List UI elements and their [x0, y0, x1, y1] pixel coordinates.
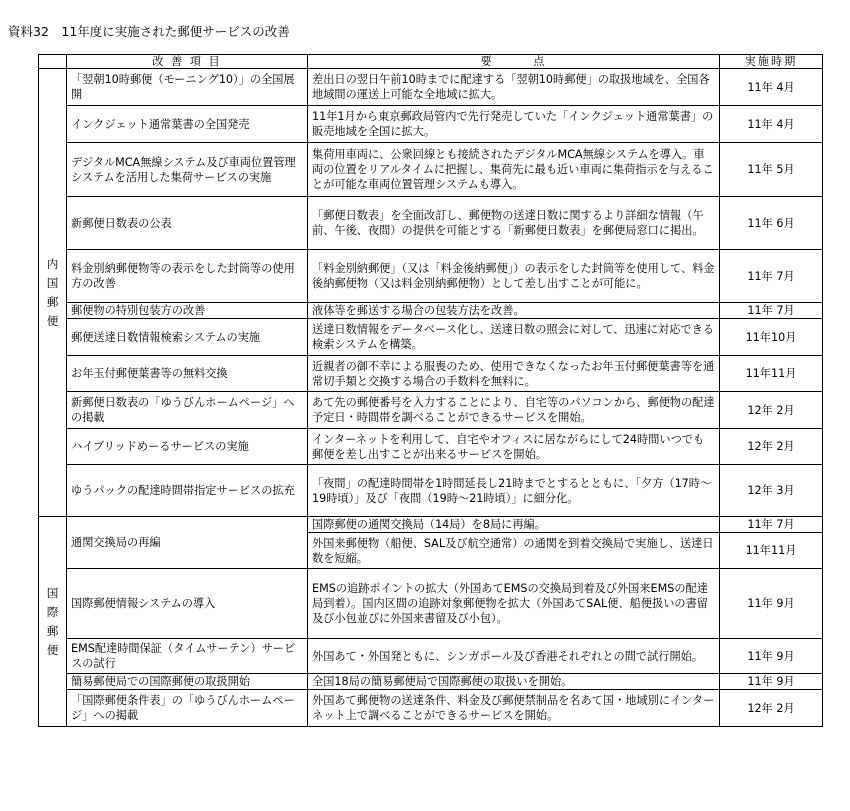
category-cell [39, 69, 67, 517]
date-cell: 11年 4月 [720, 106, 823, 143]
header-item: 改 善 項 目 [67, 55, 308, 69]
table-row [39, 69, 823, 106]
points-cell: あて先の郵便番号を入力することにより、自宅等のパソコンから、郵便物の配達予定日・時間帯を調べることができるサービスを開始。 [308, 392, 720, 429]
points-cell: 「夜間」の配達時間帯を1時間延長し21時までとするとともに、「夕方（17時～19時頃）」及び「夜間（19時～21時頃）」に細分化。 [308, 465, 720, 517]
item-cell: ゆうパックの配達時間帯指定サービスの拡充 [67, 465, 308, 517]
table-row [39, 250, 823, 303]
category-char: 国 [46, 275, 59, 290]
points-cell: 外国あて・外国発ともに、シンガポール及び香港それぞれとの間で試行開始。 [308, 639, 720, 674]
table-row [39, 674, 823, 690]
table-row [39, 517, 823, 533]
item-cell: デジタルMCA無線システム及び車両位置管理システムを活用した集荷サービスの実施 [67, 143, 308, 197]
points-cell: EMSの追跡ポイントの拡大（外国あてEMSの交換局到着及び外国来EMSの配達局到着）。国内区間の追跡対象郵便物を拡大（外国あてSAL便、船便扱いの書留及び小包並びに外国来書留及び小包）。 [308, 569, 720, 639]
item-cell: ハイブリッドめーるサービスの実施 [67, 429, 308, 465]
points-cell: インターネットを利用して、自宅やオフィスに居ながらにして24時間いつでも郵便を差し出すことが出来るサービスを開始。 [308, 429, 720, 465]
points-cell: 送達日数情報をデータベース化し、送達日数の照会に対して、迅速に対応できる検索システムを構築。 [308, 319, 720, 356]
table-row [39, 429, 823, 465]
item-cell: 料金別納郵便物等の表示をした封筒等の使用方の改善 [67, 250, 308, 303]
item-cell: 新郵便日数表の「ゆうびんホームページ」への掲載 [67, 392, 308, 429]
table-row [39, 319, 823, 356]
points-cell: 差出日の翌日午前10時までに配達する「翌朝10時郵便」の取扱地域を、全国各地域間の運送上可能な全地域に拡大。 [308, 69, 720, 106]
points-cell: 近親者の御不幸による服喪のため、使用できなくなったお年玉付郵便葉書等を通常切手類と交換する場合の手数料を無料に。 [308, 356, 720, 392]
date-cell: 12年 2月 [720, 690, 823, 727]
date-cell: 11年 7月 [720, 303, 823, 319]
table-row [39, 356, 823, 392]
item-cell: 「翌朝10時郵便（モーニング10）」の全国展開 [67, 69, 308, 106]
points-cell: 集荷用車両に、公衆回線とも接続されたデジタルMCA無線システムを導入。車両の位置をリアルタイムに把握し、集荷先に最も近い車両に集荷指示を与えることが可能な車両位置管理システムも導入。 [308, 143, 720, 197]
points-cell: 「郵便日数表」を全面改訂し、郵便物の送達日数に関するより詳細な情報（午前、午後、夜間）の提供を可能とする「新郵便日数表」を郵便局窓口に掲出。 [308, 197, 720, 250]
date-cell: 11年 9月 [720, 569, 823, 639]
date-cell: 11年11月 [720, 533, 823, 569]
item-cell: インクジェット通常葉書の全国発売 [67, 106, 308, 143]
table-row [39, 690, 823, 727]
category-char: 郵 [46, 623, 59, 638]
item-cell: EMS配達時間保証（タイムサーテン）サービスの試行 [67, 639, 308, 674]
points-cell: 「料金別納郵便」（又は「料金後納郵便」）の表示をした封筒等を使用して、料金後納郵便物（又は料金別納郵便物）として差し出すことが可能に。 [308, 250, 720, 303]
table-row [39, 303, 823, 319]
item-cell: お年玉付郵便葉書等の無料交換 [67, 356, 308, 392]
points-cell: 国際郵便の通関交換局（14局）を8局に再編。 [308, 517, 720, 533]
points-cell: 液体等を郵送する場合の包装方法を改善。 [308, 303, 720, 319]
date-cell: 11年 4月 [720, 69, 823, 106]
header-category [39, 55, 67, 69]
category-char: 内 [46, 256, 59, 271]
category-char: 際 [46, 604, 59, 619]
item-cell: 「国際郵便条件表」の「ゆうびんホームページ」への掲載 [67, 690, 308, 727]
table-row [39, 465, 823, 517]
date-cell: 11年 6月 [720, 197, 823, 250]
table-row [39, 569, 823, 639]
date-cell: 11年11月 [720, 356, 823, 392]
date-cell: 11年 9月 [720, 639, 823, 674]
date-cell: 11年 9月 [720, 674, 823, 690]
points-cell: 11年1月から東京郵政局管内で先行発売していた「インクジェット通常葉書」の販売地域を全国に拡大。 [308, 106, 720, 143]
points-cell: 外国あて郵便物の送達条件、料金及び郵便禁制品を名あて国・地域別にインターネット上で調べることができるサービスを開始。 [308, 690, 720, 727]
item-cell: 国際郵便情報システムの導入 [67, 569, 308, 639]
table-body [39, 69, 823, 727]
points-cell: 外国来郵便物（船便、SAL及び航空通常）の通関を到着交換局で実施し、送達日数を短縮。 [308, 533, 720, 569]
table-row [39, 639, 823, 674]
item-cell: 通関交換局の再編 [67, 517, 308, 569]
category-char: 国 [46, 585, 59, 600]
category-cell [39, 517, 67, 727]
category-char: 郵 [46, 294, 59, 309]
item-cell: 新郵便日数表の公表 [67, 197, 308, 250]
header-points: 要 点 [308, 55, 720, 69]
table-row [39, 143, 823, 197]
points-cell: 全国18局の簡易郵便局で国際郵便の取扱いを開始。 [308, 674, 720, 690]
category-char: 便 [46, 313, 59, 328]
date-cell: 12年 2月 [720, 392, 823, 429]
service-improvements-table [38, 54, 823, 727]
item-cell: 簡易郵便局での国際郵便の取扱開始 [67, 674, 308, 690]
date-cell: 12年 2月 [720, 429, 823, 465]
table-row [39, 392, 823, 429]
item-cell: 郵便送達日数情報検索システムの実施 [67, 319, 308, 356]
header-row [39, 55, 823, 69]
header-date: 実施時期 [720, 55, 823, 69]
date-cell: 11年10月 [720, 319, 823, 356]
date-cell: 11年 7月 [720, 517, 823, 533]
table-row [39, 197, 823, 250]
date-cell: 12年 3月 [720, 465, 823, 517]
category-char: 便 [46, 642, 59, 657]
date-cell: 11年 7月 [720, 250, 823, 303]
item-cell: 郵便物の特別包装方の改善 [67, 303, 308, 319]
table-row [39, 106, 823, 143]
document-title: 資料32 11年度に実施された郵便サービスの改善 [8, 24, 290, 39]
date-cell: 11年 5月 [720, 143, 823, 197]
